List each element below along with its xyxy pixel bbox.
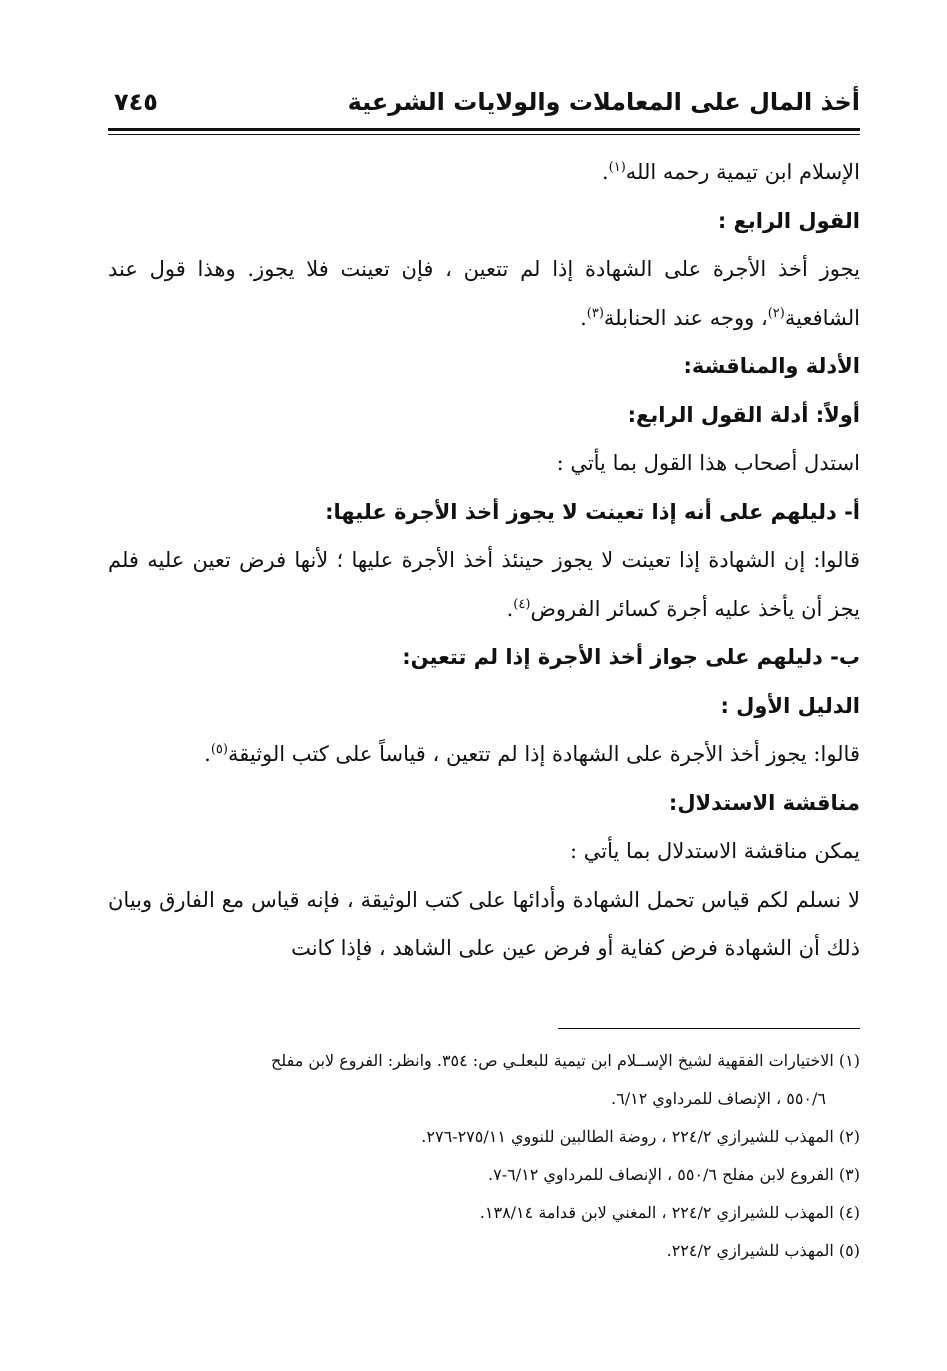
paragraph-intro: استدل أصحاب هذا القول بما يأتي : — [556, 451, 860, 475]
paragraph-text: قالوا: يجوز أخذ الأجرة على الشهادة إذا لم تتعين ، قياساً على كتب الوثيقة — [227, 742, 860, 766]
paragraph-text: يجوز أخذ الأجرة على الشهادة إذا لم تتعين ، فإن تعينت فلا يجوز. وهذا قول عند الشافعية — [108, 257, 860, 330]
heading-evidence: الأدلة والمناقشة: — [683, 354, 860, 378]
paragraph-discussion: لا نسلم لكم قياس تحمل الشهادة وأدائها على كتب الوثيقة ، فإنه قياس مع الفارق وبيان ذلك أن الشهادة فرض كفاية أو فرض عين على الشاهد ، فإذا كانت — [108, 887, 860, 960]
paragraph-continuation — [108, 148, 860, 197]
footnote-1-continuation: ٥٥٠/٦ ، الإنصاف للمرداوي ٦/١٢. — [611, 1089, 826, 1108]
period: . — [580, 305, 587, 330]
paragraph-text: ، ووجه عند الحنابلة — [603, 305, 768, 330]
header-rule — [108, 128, 860, 131]
footnote-5: (٥) المهذب للشيرازي ٢٢٤/٢. — [666, 1241, 860, 1260]
heading-evidence-b: ب- دليلهم على جواز أخذ الأجرة إذا لم تتعين: — [402, 645, 860, 669]
paragraph-evidence-b — [108, 730, 860, 779]
heading-discussion: مناقشة الاستدلال: — [668, 790, 860, 815]
paragraph-text: قالوا: إن الشهادة إذا تعينت لا يجوز حينئذ أخذ الأجرة عليها ؛ لأنها فرض تعين عليه فلم يجز أن يأخذ عليه أجرة كسائر الفروض — [108, 548, 860, 621]
heading-first-evidence-list: أولاً: أدلة القول الرابع: — [627, 402, 860, 427]
paragraph-discussion-intro: يمكن مناقشة الاستدلال بما يأتي : — [569, 839, 860, 863]
header-title: أخذ المال على المعاملات والولايات الشرعية — [347, 88, 860, 116]
footnote-ref-2: (٢) — [767, 305, 785, 321]
paragraph-fourth-opinion — [108, 245, 860, 342]
heading-fourth-opinion: القول الرابع : — [717, 208, 860, 233]
footnote-4: (٤) المهذب للشيرازي ٢٢٤/٢ ، المغني لابن قدامة ١٣٨/١٤. — [479, 1203, 860, 1222]
page-number: ٧٤٥ — [114, 88, 158, 116]
running-header — [108, 82, 860, 126]
main-text — [108, 148, 860, 973]
footnote-ref-5: (٥) — [210, 742, 228, 757]
heading-first-proof: الدليل الأول : — [720, 693, 860, 718]
heading-evidence-a: أ- دليلهم على أنه إذا تعينت لا يجوز أخذ الأجرة عليها: — [325, 499, 860, 524]
header-rule-thin — [108, 134, 860, 135]
period: . — [601, 160, 609, 184]
footnotes — [108, 1042, 860, 1270]
period: . — [506, 596, 514, 621]
footnote-ref-1: (١) — [608, 160, 626, 175]
footnote-2: (٢) المهذب للشيرازي ٢٢٤/٢ ، روضة الطالبين للنووي ٢٧٥/١١-٢٧٦. — [421, 1127, 860, 1146]
footnote-3: (٣) الفروع لابن مفلح ٥٥٠/٦ ، الإنصاف للمرداوي ٦/١٢-٧. — [488, 1165, 860, 1184]
paragraph-evidence-a — [108, 536, 860, 633]
footnote-separator — [558, 1028, 860, 1029]
period: . — [204, 742, 211, 766]
footnote-1: (١) الاختيارات الفقهية لشيخ الإســلام ابن تيمية للبعلـي ص: ٣٥٤. وانظر: الفروع لابن مفلح — [270, 1051, 860, 1070]
footnote-ref-3: (٣) — [586, 305, 604, 321]
paragraph-text: الإسلام ابن تيمية رحمه الله — [625, 160, 860, 184]
footnote-ref-4: (٤) — [513, 596, 531, 612]
